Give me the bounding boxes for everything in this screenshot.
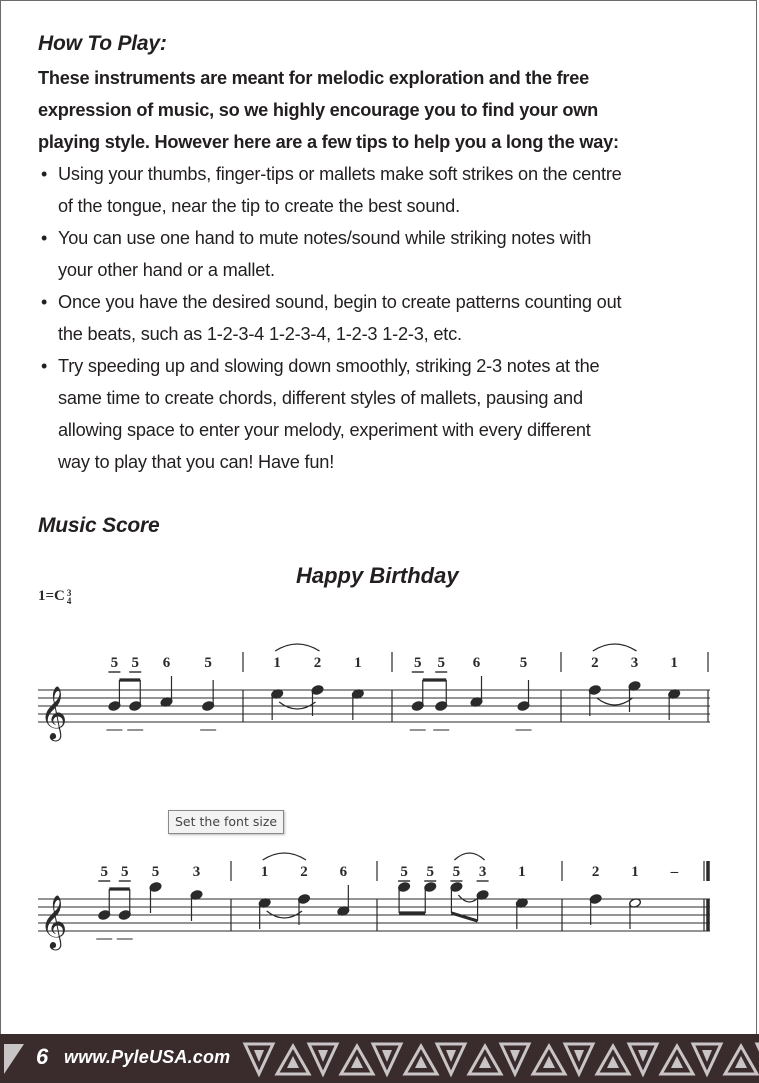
pattern-triangle-inner [543, 1056, 555, 1068]
jianpu-number: 5 [131, 655, 139, 671]
treble-clef-icon: 𝄞 [40, 894, 68, 948]
jianpu-number: 1 [670, 655, 678, 671]
staff-tie [597, 698, 633, 705]
tip-line: the beats, such as 1-2-3-4 1-2-3-4, 1-2-3 1-2-3, etc. [58, 324, 462, 344]
jianpu-number: 5 [452, 864, 461, 880]
jianpu-tie [263, 853, 306, 860]
jianpu-number: 5 [204, 655, 212, 671]
note-beam [451, 913, 477, 921]
jianpu-number: 5 [426, 864, 434, 880]
jianpu-number: 1 [518, 864, 526, 880]
jianpu-number: 1 [273, 655, 281, 671]
pattern-triangle-inner [671, 1056, 683, 1068]
pattern-triangle-inner [254, 1050, 264, 1062]
jianpu-number: 3 [478, 864, 487, 880]
song-title: Happy Birthday [296, 563, 459, 588]
tip-line: allowing space to enter your melody, experiment with every different [58, 420, 591, 440]
tip-line: • Try speeding up and slowing down smoothly, striking 2-3 notes at the [58, 356, 600, 376]
jianpu-number: 5 [110, 655, 119, 671]
jianpu-tie [593, 644, 637, 651]
jianpu-number: 5 [400, 864, 408, 880]
jianpu-number: 2 [591, 655, 599, 671]
tip-line: your other hand or a mallet. [58, 260, 275, 280]
jianpu-tie [275, 644, 319, 651]
pattern-triangle-inner [479, 1056, 491, 1068]
pattern-triangle-inner [702, 1050, 712, 1062]
jianpu-number: 2 [300, 864, 308, 880]
jianpu-number: 5 [519, 655, 528, 671]
pattern-triangle [4, 1044, 24, 1074]
intro-line: expression of music, so we highly encourage you to find your own [38, 100, 599, 120]
tip-line: • Once you have the desired sound, begin to create patterns counting out [58, 292, 622, 312]
tip-line: same time to create chords, different styles of mallets, pausing and [58, 388, 583, 408]
tip-line: • You can use one hand to mute notes/sound while striking notes with [58, 228, 592, 248]
intro-line: playing style. However here are a few tips to help you a long the way: [38, 132, 619, 152]
pattern-triangle-inner [510, 1050, 520, 1062]
pattern-triangle-inner [287, 1056, 299, 1068]
pattern-triangle-inner [574, 1050, 584, 1062]
tip-line: way to play that you can! Have fun! [58, 452, 335, 472]
jianpu-number: 6 [339, 864, 348, 880]
pattern-triangle-inner [382, 1050, 392, 1062]
music-score-heading: Music Score [38, 514, 160, 537]
font-size-tooltip: Set the font size [168, 810, 284, 834]
pattern-triangle-inner [735, 1056, 747, 1068]
time-sig-bottom: 4 [66, 595, 72, 606]
website-link[interactable]: www.PyleUSA.com [64, 1047, 231, 1067]
jianpu-number: 1 [260, 864, 269, 880]
pattern-triangle-inner [351, 1056, 363, 1068]
page-number: 6 [36, 1044, 49, 1069]
jianpu-number: 1 [631, 864, 639, 880]
jianpu-number: 2 [313, 655, 322, 671]
key-label: 1=C [38, 588, 65, 604]
how-to-play-heading: How To Play: [38, 32, 167, 55]
jianpu-number: 3 [630, 655, 639, 671]
jianpu-number: 5 [100, 864, 108, 880]
jianpu-number: 3 [192, 864, 201, 880]
time-sig-top: 3 [66, 587, 72, 598]
footer-bar [0, 1034, 759, 1083]
jianpu-number: 1 [354, 655, 362, 671]
jianpu-number: 5 [151, 864, 160, 880]
tip-line: of the tongue, near the tip to create the best sound. [58, 196, 460, 216]
intro-line: These instruments are meant for melodic exploration and the free [38, 68, 589, 88]
pattern-triangle-inner [638, 1050, 648, 1062]
pattern-triangle-inner [607, 1056, 619, 1068]
jianpu-number: 5 [414, 655, 422, 671]
jianpu-number: 5 [121, 864, 129, 880]
jianpu-number: 6 [162, 655, 171, 671]
jianpu-number: 2 [591, 864, 600, 880]
tip-line: • Using your thumbs, finger-tips or mallets make soft strikes on the centre [58, 164, 622, 184]
pattern-triangle-inner [318, 1050, 328, 1062]
pattern-triangle-inner [446, 1050, 456, 1062]
treble-clef-icon: 𝄞 [40, 685, 68, 739]
jianpu-number: 5 [437, 655, 445, 671]
jianpu-number: – [670, 864, 679, 880]
pattern-triangle-inner [415, 1056, 427, 1068]
jianpu-tie [454, 853, 484, 860]
jianpu-number: 6 [472, 655, 481, 671]
